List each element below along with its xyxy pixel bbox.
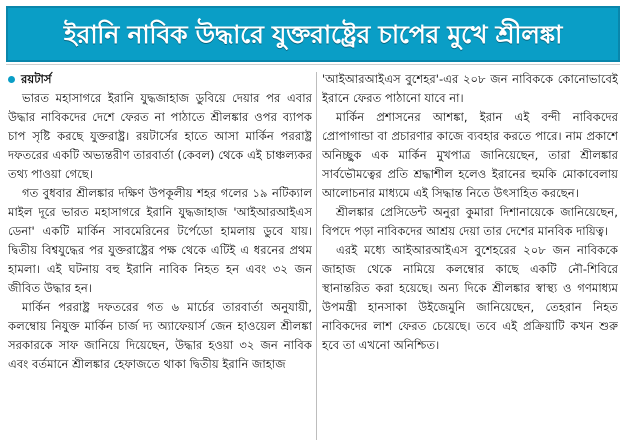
source-credit: রয়টার্স bbox=[21, 72, 52, 86]
column-left bbox=[8, 70, 312, 442]
paragraph-left-2: গত বুধবার শ্রীলঙ্কার দক্ষিণ উপকূলীয় শহর গলের ১৯ নটিক্যাল মাইল দূরে ভারত মহাসাগরে ইরানি যুদ্ধজাহাজ 'আইআরআইএস ডেনা' একটি মার্কিন সাবমেরিনের টর্পেডো হামলায় ডুবে যায়। দ্বিতীয় বিশ্বযুদ্ধের পর যুক্তরাষ্ট্রের পক্ষ থেকে এটিই এ ধরনের প্রথম হামলা। এই ঘটনায় বহু ইরানি নাবিক নিহত হন এবং ৩২ জন জীবিত উদ্ধার হন। bbox=[8, 186, 312, 295]
paragraph-right-2: মার্কিন প্রশাসনের আশঙ্কা, ইরান এই বন্দী নাবিকদের প্রোপাগান্ডা বা প্রচারণার কাজে ব্যবহার করতে পারে। নাম প্রকাশে অনিচ্ছুক এক মার্কিন মুখপাত্র জানিয়েছেন, তারা শ্রীলঙ্কার সার্বভৌমত্বের প্রতি শ্রদ্ধাশীল হলেও ইরানের হুমকি মোকাবেলায় আলোচনার মাধ্যমে এই সিদ্ধান্ত নিতে উৎসাহিত করছেন। bbox=[322, 110, 618, 200]
source-line bbox=[8, 70, 312, 89]
paragraph-right-4: এরই মধ্যে আইআরআইএস বুশেহরের ২০৮ জন নাবিককে জাহাজ থেকে নামিয়ে কলম্বোর কাছে একটি নৌ-শিবিরে স্থানান্তরিত করা হয়েছে। অন্য দিকে শ্রীলঙ্কার স্বাস্থ্য ও গণমাধ্যম উপমন্ত্রী হানসাকা উইজেমুনি জানিয়েছেন, তেহরান নিহত নাবিকদের লাশ ফেরত চেয়েছে। তবে এই প্রক্রিয়াটি কখন শুরু হবে তা এখনো অনিশ্চিত। bbox=[322, 243, 618, 352]
paragraph-left-1: ভারত মহাসাগরে ইরানি যুদ্ধজাহাজ ডুবিয়ে দেয়ার পর এবার উদ্ধার নাবিকদের দেশে ফেরত না পাঠাতে শ্রীলঙ্কার ওপর ব্যাপক চাপ সৃষ্টি করছে যুক্তরাষ্ট্র। রয়টার্সের হাতে আসা মার্কিন পররাষ্ট্র দফতরের একটি অভ্যন্তরীণ তারবার্তা (কেবল) থেকে এই চাঞ্চল্যকর তথ্য পাওয়া গেছে। bbox=[8, 91, 312, 181]
headline: ইরানি নাবিক উদ্ধারে যুক্তরাষ্ট্রের চাপের মুখে শ্রীলঙ্কা bbox=[63, 19, 563, 49]
column-right bbox=[322, 70, 618, 442]
paragraph-left-3: মার্কিন পররাষ্ট্র দফতরের গত ৬ মার্চের তারবার্তা অনুযায়ী, কলম্বোয় নিযুক্ত মার্কিন চার্জ দ্য অ্যাফেয়ার্স জেন হাওয়েল শ্রীলঙ্কা সরকারকে সাফ জানিয়ে দিয়েছেন, উদ্ধার হওয়া ৩২ জন নাবিক এবং বর্তমানে শ্রীলঙ্কার হেফাজতে থাকা দ্বিতীয় ইরানি জাহাজ bbox=[8, 300, 312, 371]
column-divider bbox=[316, 72, 317, 440]
headline-banner bbox=[6, 6, 620, 62]
paragraph-right-1: 'আইআরআইএস বুশেহর'-এর ২০৮ জন নাবিককে কোনোভাবেই ইরানে ফেরত পাঠানো যাবে না। bbox=[322, 72, 618, 105]
paragraph-right-3: শ্রীলঙ্কার প্রেসিডেন্ট অনুরা কুমারা দিশানায়েকে জানিয়েছেন, বিপদে পড়া নাবিকদের আশ্রয় দেয়া তার দেশের মানবিক দায়িত্ব। bbox=[322, 205, 618, 238]
headline-rule bbox=[6, 64, 620, 65]
bullet-icon bbox=[8, 76, 15, 83]
